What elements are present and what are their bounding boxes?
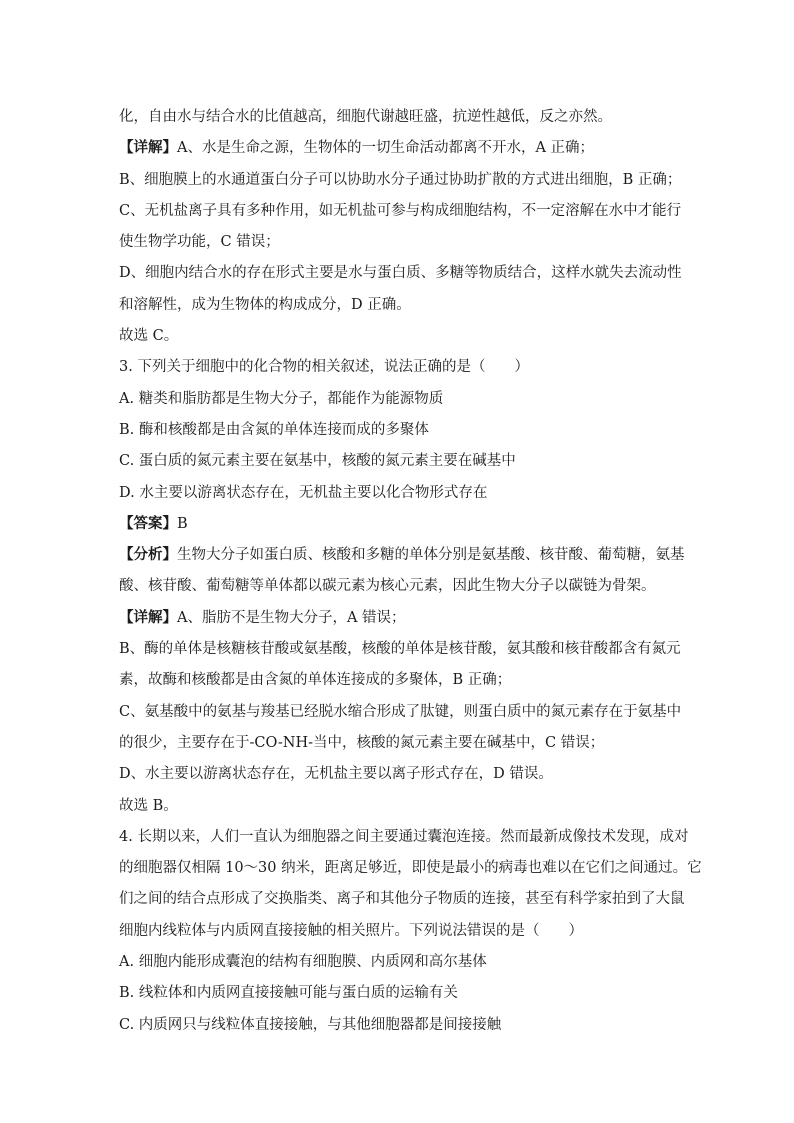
option-c: [119, 445, 679, 476]
line-text: 化，自由水与结合水的比值越高，细胞代谢越旺盛，抗逆性越低，反之亦然。: [119, 109, 612, 125]
text-line: [119, 570, 679, 601]
line-text: A、水是生命之源，生物体的一切生命活动都离不开水，A 正确；: [177, 140, 595, 157]
line-text: 和溶解性，成为生物体的构成成分，D 正确。: [119, 296, 411, 313]
question-stem: [119, 351, 679, 382]
text-line: [119, 101, 679, 132]
line-text: 故选 B。: [119, 797, 178, 814]
text-line: [119, 633, 679, 664]
option-a: [119, 383, 679, 414]
line-text: D、水主要以游离状态存在，无机盐主要以离子形式存在，D 错误。: [119, 766, 553, 783]
option-a: [119, 946, 679, 977]
line-text: A、脂肪不是生物大分子，A 错误；: [177, 609, 406, 626]
section-tag: 【详解】: [119, 139, 177, 157]
text-line: [119, 696, 682, 727]
line-text: B: [177, 515, 188, 532]
text-line: [119, 257, 682, 288]
text-line: [119, 758, 679, 789]
text-line: [119, 915, 679, 946]
document-body: [119, 101, 702, 1040]
line-text: 酸、核苷酸、葡萄糖等单体都以碳元素为核心元素，因此生物大分子以碳链为骨架。: [119, 578, 656, 595]
line-text: C. 蛋白质的氮元素主要在氨基中，核酸的氮元素主要在碱基中: [119, 453, 516, 470]
option-d: [119, 477, 679, 508]
line-text: 素，故酶和核酸都是由含氮的单体连接成的多聚体，B 正确；: [119, 672, 512, 689]
section-tag: 【答案】: [119, 514, 177, 532]
text-line: [119, 727, 679, 758]
analysis-line: [119, 539, 685, 570]
line-text: 3. 下列关于细胞中的化合物的相关叙述，说法正确的是（ ）: [119, 359, 529, 376]
line-text: C. 内质网只与线粒体直接接触，与其他细胞器都是间接接触: [119, 1016, 502, 1033]
line-text: 们之间的结合点形成了交换脂类、离子和其他分子物质的连接，甚至有科学家拍到了大鼠: [119, 891, 685, 908]
line-text: D、细胞内结合水的存在形式主要是水与蛋白质、多糖等物质结合，这样水就失去流动性: [119, 265, 682, 282]
line-text: B. 线粒体和内质网直接接触可能与蛋白质的运输有关: [119, 985, 458, 1002]
section-tag: 【分析】: [119, 546, 177, 564]
line-text: B、酶的单体是核糖核苷酸或氨基酸，核酸的单体是核苷酸，氨其酸和核苷酸都含有氮元: [119, 641, 681, 658]
text-line: [119, 195, 682, 226]
line-text: B. 酶和核酸都是由含氮的单体连接而成的多聚体: [119, 421, 429, 438]
text-line: [119, 883, 685, 914]
text-line: [119, 164, 682, 195]
section-tag: 【详解】: [119, 608, 177, 626]
line-text: 的很少，主要存在于-CO-NH-当中，核酸的氮元素主要在碱基中，C 错误；: [119, 734, 605, 751]
line-text: A. 糖类和脂肪都是生物大分子，都能作为能源物质: [119, 390, 444, 407]
option-c: [119, 1009, 679, 1040]
answer-line: [119, 508, 679, 539]
line-text: 使生物学功能，C 错误；: [119, 234, 280, 251]
text-line: [119, 226, 679, 257]
text-line: [119, 132, 679, 163]
line-text: A. 细胞内能形成囊泡的结构有细胞膜、内质网和高尔基体: [119, 954, 487, 971]
text-line: [119, 664, 679, 695]
line-text: D. 水主要以游离状态存在，无机盐主要以化合物形式存在: [119, 484, 488, 501]
line-text: C、无机盐离子具有多种作用，如无机盐可参与构成细胞结构，不一定溶解在水中才能行: [119, 202, 682, 219]
line-text: 生物大分子如蛋白质、核酸和多糖的单体分别是氨基酸、核苷酸、葡萄糖，氨基: [177, 547, 685, 564]
line-text: 细胞内线粒体与内质网直接接触的相关照片。下列说法错误的是（ ）: [119, 922, 583, 939]
option-b: [119, 414, 679, 445]
text-line: [119, 320, 679, 351]
option-b: [119, 977, 679, 1008]
text-line: [119, 790, 679, 821]
explanation-line: [119, 602, 679, 633]
question-stem: [119, 821, 689, 852]
line-text: B、细胞膜上的水通道蛋白分子可以协助水分子通过协助扩散的方式进出细胞，B 正确；: [119, 171, 682, 188]
line-text: 故选 C。: [119, 328, 179, 345]
line-text: 的细胞器仅相隔 10～30 纳米，距离足够近，即使是最小的病毒也难以在它们之间通过。它: [119, 860, 702, 877]
line-text: 4. 长期以来，人们一直认为细胞器之间主要通过囊泡连接。然而最新成像技术发现，成对: [119, 828, 689, 845]
text-line: [119, 852, 702, 883]
text-line: [119, 289, 679, 320]
line-text: C、氨基酸中的氨基与羧基已经脱水缩合形成了肽键，则蛋白质中的氮元素存在于氨基中: [119, 703, 682, 720]
